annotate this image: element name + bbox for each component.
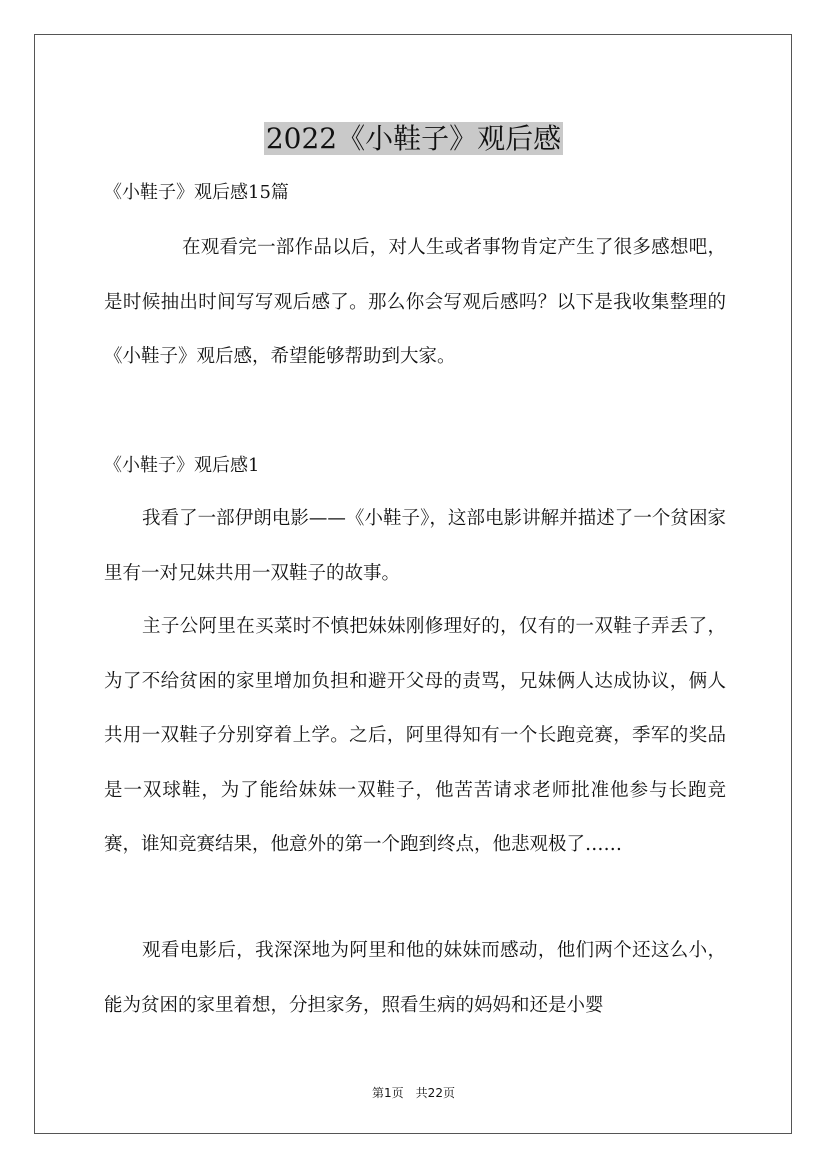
page-footer: 第1页 共22页 (372, 1086, 455, 1100)
body-paragraph-3: 观看电影后，我深深地为阿里和他的妹妹而感动，他们两个还这么小，能为贫困的家里着想，分担家务，照看生病的妈妈和还是小婴 (104, 940, 726, 1016)
section-heading: 《小鞋子》观后感1 (104, 455, 260, 476)
body-paragraph-1: 我看了一部伊朗电影——《小鞋子》，这部电影讲解并描述了一个贫困家里有一对兄妹共用一双鞋子的故事。 (104, 508, 726, 584)
intro-paragraph: 在观看完一部作品以后，对人生或者事物肯定产生了很多感想吧，是时候抽出时间写写观后感了。那么你会写观后感吗？以下是我收集整理的《小鞋子》观后感，希望能够帮助到大家。 (104, 237, 726, 367)
document-title-text: 2022《小鞋子》观后感 (265, 121, 562, 155)
document-subtitle: 《小鞋子》观后感15篇 (104, 182, 289, 203)
document-title (0, 117, 827, 161)
body-paragraph-2: 主子公阿里在买菜时不慎把妹妹刚修理好的，仅有的一双鞋子弄丢了，为了不给贫困的家里增加负担和避开父母的责骂，兄妹俩人达成协议，俩人共用一双鞋子分别穿着上学。之后，阿里得知有一个长跑竞赛，季军的奖品是一双球鞋，为了能给妹妹一双鞋子，他苦苦请求老师批准他参与长跑竞赛，谁知竞赛结果，他意外的第一个跑到终点，他悲观极了…… (104, 616, 726, 855)
